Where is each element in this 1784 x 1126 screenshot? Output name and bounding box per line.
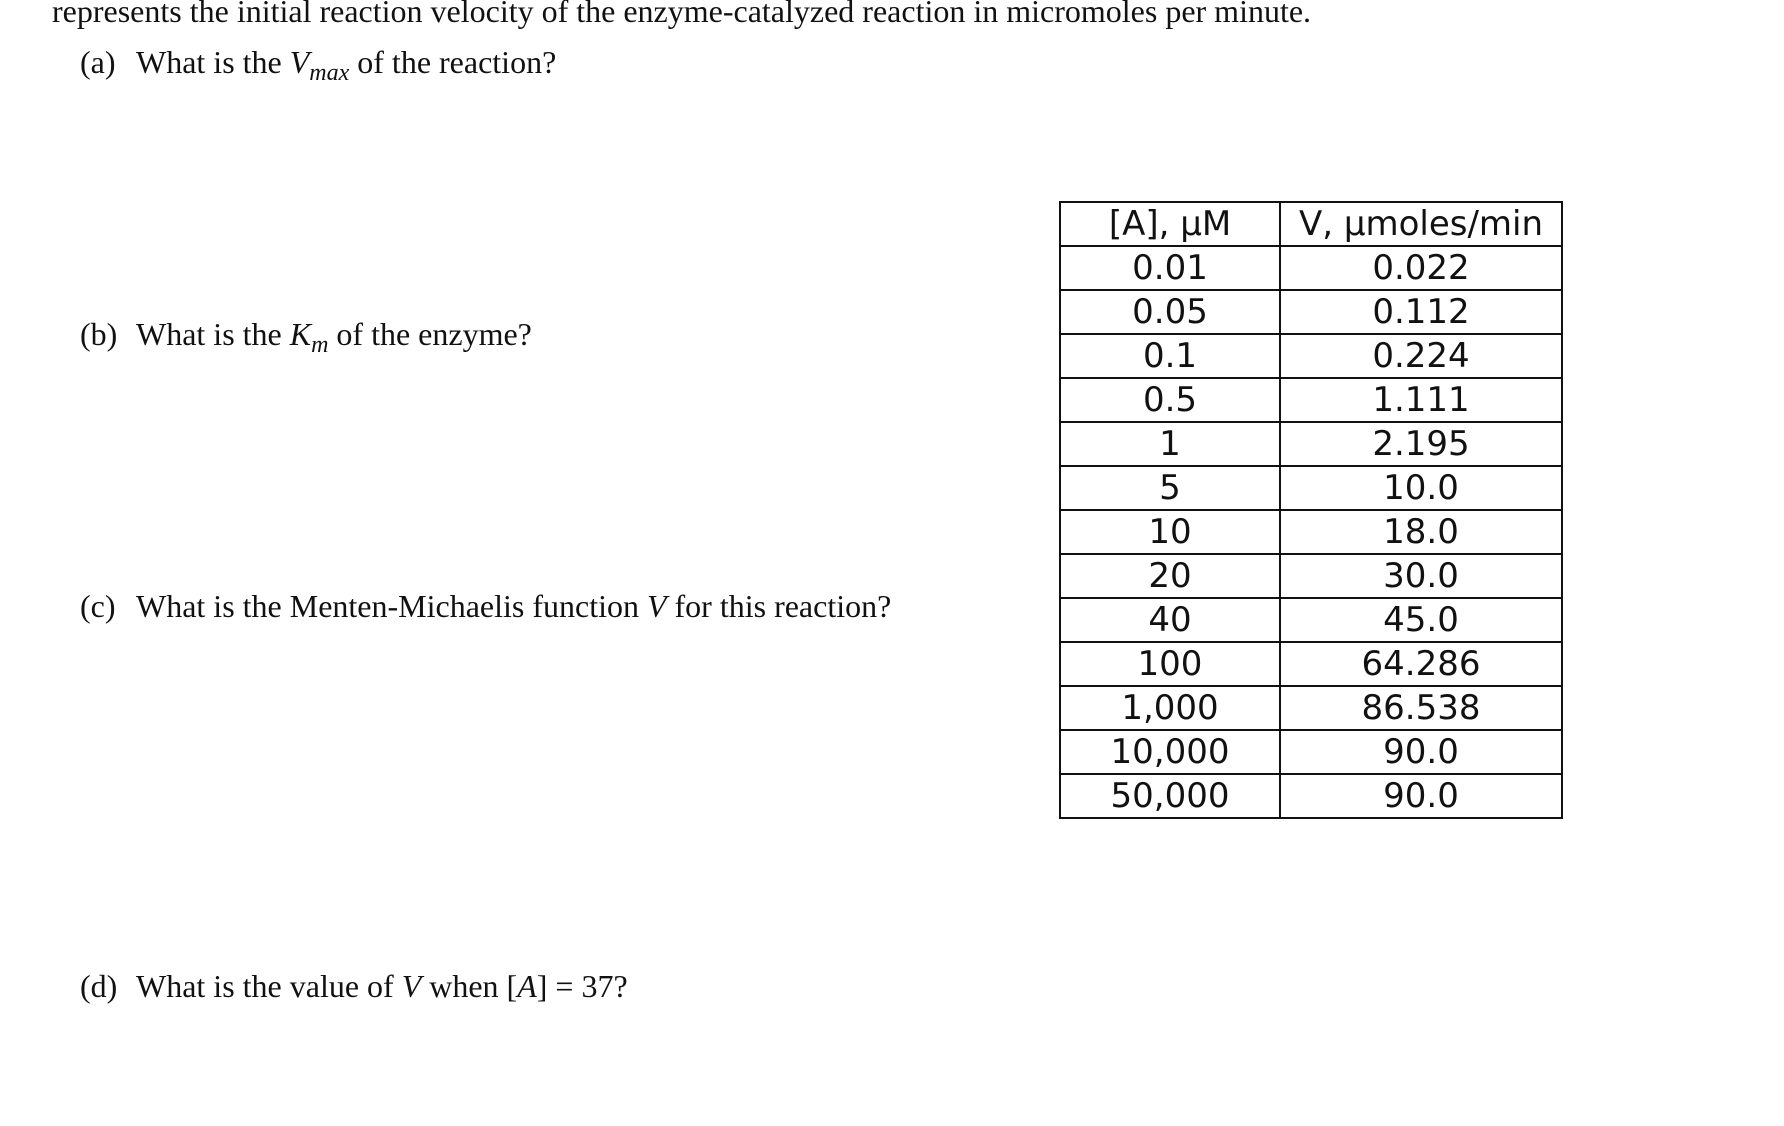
question-c — [80, 590, 891, 622]
v-symbol: V — [646, 588, 667, 624]
concentration-cell: 10 — [1060, 510, 1280, 554]
velocity-cell: 0.112 — [1280, 290, 1562, 334]
question-c-suffix: for this reaction? — [666, 588, 892, 624]
question-b-prefix: What is the — [136, 316, 290, 352]
vmax-symbol: V — [289, 44, 310, 80]
table-row — [1060, 510, 1562, 554]
concentration-cell: 1,000 — [1060, 686, 1280, 730]
question-a-suffix: of the reaction? — [349, 44, 557, 80]
table-row — [1060, 598, 1562, 642]
table-row — [1060, 290, 1562, 334]
concentration-cell: 40 — [1060, 598, 1280, 642]
question-b — [80, 316, 532, 358]
velocity-data-table — [1059, 201, 1563, 819]
table-row — [1060, 774, 1562, 818]
question-b-suffix: of the enzyme? — [328, 316, 532, 352]
table-row — [1060, 246, 1562, 290]
question-b-label: (b) — [80, 316, 118, 352]
table-row — [1060, 686, 1562, 730]
table-row — [1060, 334, 1562, 378]
question-a-prefix: What is the — [136, 44, 290, 80]
question-c-prefix: What is the Menten-Michaelis function — [136, 588, 647, 624]
bracket-close-equation: ] = 37? — [536, 968, 628, 1004]
velocity-cell: 0.224 — [1280, 334, 1562, 378]
velocity-cell: 10.0 — [1280, 466, 1562, 510]
table-header-row — [1060, 202, 1562, 246]
concentration-cell: 20 — [1060, 554, 1280, 598]
velocity-cell: 64.286 — [1280, 642, 1562, 686]
question-a — [80, 44, 557, 86]
concentration-cell: 100 — [1060, 642, 1280, 686]
km-subscript: m — [311, 332, 329, 358]
concentration-cell: 10,000 — [1060, 730, 1280, 774]
vmax-subscript: max — [309, 60, 350, 86]
velocity-cell: 45.0 — [1280, 598, 1562, 642]
velocity-cell: 30.0 — [1280, 554, 1562, 598]
concentration-cell: 0.1 — [1060, 334, 1280, 378]
header-concentration: [A], μM — [1060, 202, 1280, 246]
table-row — [1060, 554, 1562, 598]
intro-text: represents the initial reaction velocity of the enzyme-catalyzed reaction in micromoles per minute. — [52, 0, 1312, 29]
concentration-cell: 5 — [1060, 466, 1280, 510]
question-d — [80, 970, 628, 1002]
header-velocity: V, μmoles/min — [1280, 202, 1562, 246]
concentration-cell: 1 — [1060, 422, 1280, 466]
v-symbol: V — [401, 968, 422, 1004]
table-row — [1060, 466, 1562, 510]
km-symbol: K — [289, 316, 312, 352]
bracket-open: [ — [506, 968, 518, 1004]
velocity-cell: 18.0 — [1280, 510, 1562, 554]
velocity-cell: 2.195 — [1280, 422, 1562, 466]
concentration-cell: 50,000 — [1060, 774, 1280, 818]
question-a-label: (a) — [80, 44, 116, 80]
question-c-label: (c) — [80, 588, 116, 624]
a-symbol: A — [517, 968, 537, 1004]
concentration-cell: 0.05 — [1060, 290, 1280, 334]
table-row — [1060, 422, 1562, 466]
question-d-label: (d) — [80, 968, 118, 1004]
table-row — [1060, 730, 1562, 774]
velocity-cell: 86.538 — [1280, 686, 1562, 730]
table-row — [1060, 378, 1562, 422]
question-d-middle: when — [421, 968, 507, 1004]
velocity-cell: 1.111 — [1280, 378, 1562, 422]
concentration-cell: 0.5 — [1060, 378, 1280, 422]
table-row — [1060, 642, 1562, 686]
velocity-cell: 90.0 — [1280, 774, 1562, 818]
question-d-prefix: What is the value of — [136, 968, 402, 1004]
concentration-cell: 0.01 — [1060, 246, 1280, 290]
velocity-cell: 0.022 — [1280, 246, 1562, 290]
velocity-cell: 90.0 — [1280, 730, 1562, 774]
